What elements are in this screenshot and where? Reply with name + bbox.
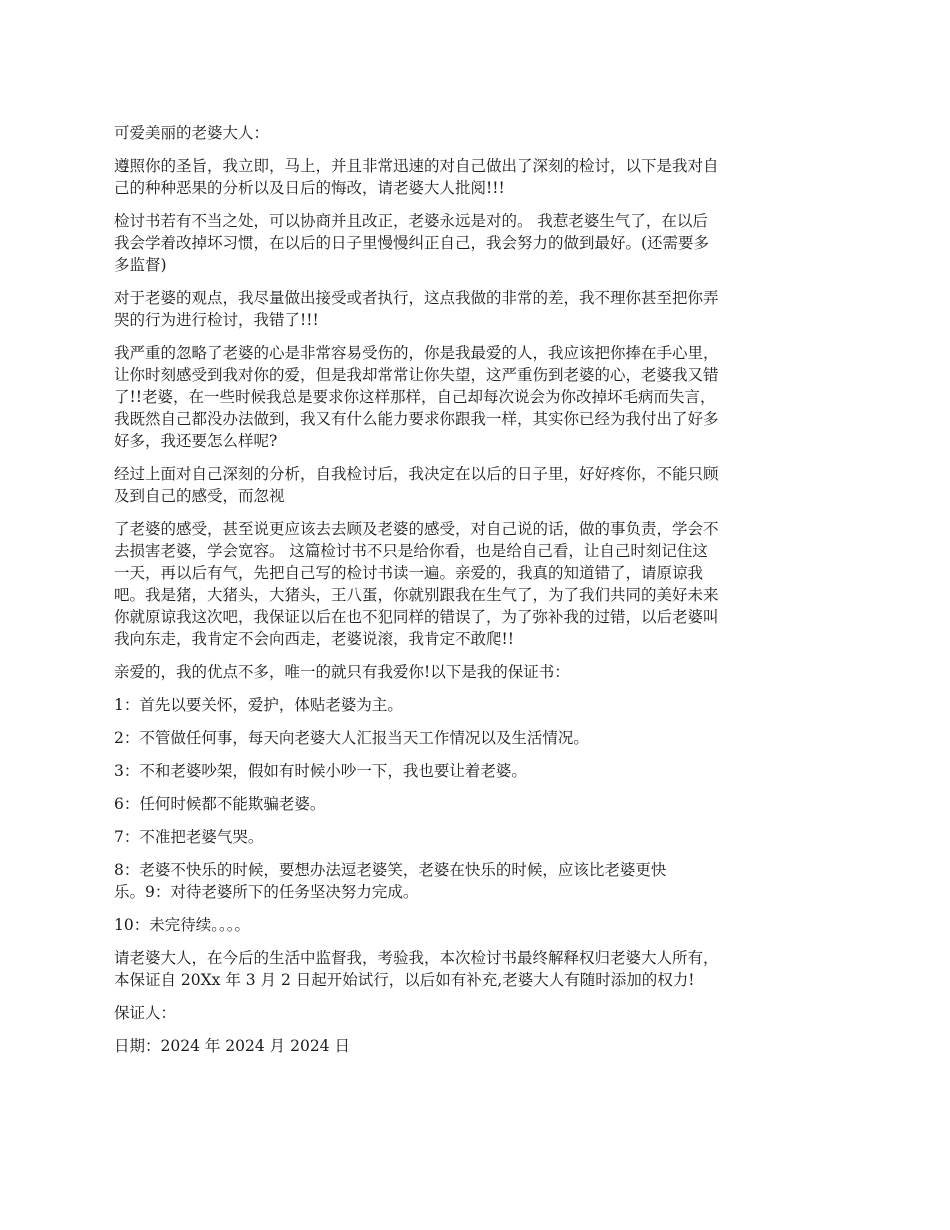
paragraph-feelings: 了老婆的感受，甚至说更应该去去顾及老婆的感受，对自己说的话，做的事负责，学会不 去损害老婆，学会宽容。 这篇检讨书不只是给你看，也是给自己看，让自己时刻记住这 一天，再以后有气，先把自己写的检讨书读一遍。亲爱的，我真的知道错了，请原谅我 吧。我是猪，大猪头，大猪头，王八蛋，你就别跟我在生气了，为了我们共同的美好未来 你就原谅我这次吧，我保证以后在也不犯同样的错误了，为了弥补我的过错，以后老婆叫 我向东走，我肯定不会向西走，老婆说滚，我肯定不敢爬!! (114, 520, 719, 648)
paragraph-guarantee-intro: 亲爱的，我的优点不多，唯一的就只有我爱你!以下是我的保证书： (114, 663, 570, 681)
paragraph-negotiation: 检讨书若有不当之处，可以协商并且改正，老婆永远是对的。 我惹老婆生气了，在以后 我会学着改掉坏习惯，在以后的日子里慢慢纠正自己，我会努力的做到最好。(还需要多 多监督) (114, 212, 710, 274)
date-line: 日期：2024 年 2024 月 2024 日 (114, 1037, 350, 1055)
guarantee-item-2: 2：不管做任何事，每天向老婆大人汇报当天工作情况以及生活情况。 (114, 729, 589, 747)
paragraph-apology-intro: 遵照你的圣旨，我立即，马上，并且非常迅速的对自己做出了深刻的检讨，以下是我对自 己的种种恶果的分析以及日后的悔改，请老婆大人批阅!!! (114, 157, 719, 197)
guarantee-item-7: 7：不准把老婆气哭。 (114, 828, 264, 846)
guarantee-item-3: 3：不和老婆吵架，假如有时候小吵一下，我也要让着老婆。 (114, 762, 527, 780)
guarantee-item-6: 6：任何时候都不能欺骗老婆。 (114, 795, 326, 813)
guarantee-item-1: 1：首先以要关怀，爱护，体贴老婆为主。 (114, 696, 403, 714)
paragraph-opinions: 对于老婆的观点，我尽量做出接受或者执行，这点我做的非常的差，我不理你甚至把你弄 哭的行为进行检讨，我错了!!! (114, 289, 719, 329)
guarantee-item-10: 10：未完待续。。。。 (114, 916, 250, 934)
greeting: 可爱美丽的老婆大人： (114, 124, 270, 142)
paragraph-decision: 经过上面对自己深刻的分析，自我检讨后，我决定在以后的日子里，好好疼你，不能只顾 及到自己的感受，而忽视 (114, 465, 719, 505)
paragraph-neglect: 我严重的忽略了老婆的心是非常容易受伤的，你是我最爱的人，我应该把你捧在手心里， 让你时刻感受到我对你的爱，但是我却常常让你失望，这严重伤到老婆的心，老婆我又错 了!!老婆，在一些时候我总是要求你这样那样，自己却每次说会为你改掉坏毛病而失言， 我既然自己都没办法做到，我又有什么能力要求你跟我一样，其实你已经为我付出了好多 好多，我还要怎么样呢? (114, 344, 719, 450)
guarantee-item-8-9: 8：老婆不快乐的时候，要想办法逗老婆笑，老婆在快乐的时候，应该比老婆更快 乐。9：对待老婆所下的任务坚决努力完成。 (114, 861, 667, 901)
guarantor-label: 保证人： (114, 1004, 177, 1022)
paragraph-supervision: 请老婆大人，在今后的生活中监督我，考验我，本次检讨书最终解释权归老婆大人所有， 本保证自 20Xx 年 3 月 2 日起开始试行，以后如有补充,老婆大人有随时添加的权力! (114, 949, 719, 989)
document-body (114, 122, 840, 1068)
